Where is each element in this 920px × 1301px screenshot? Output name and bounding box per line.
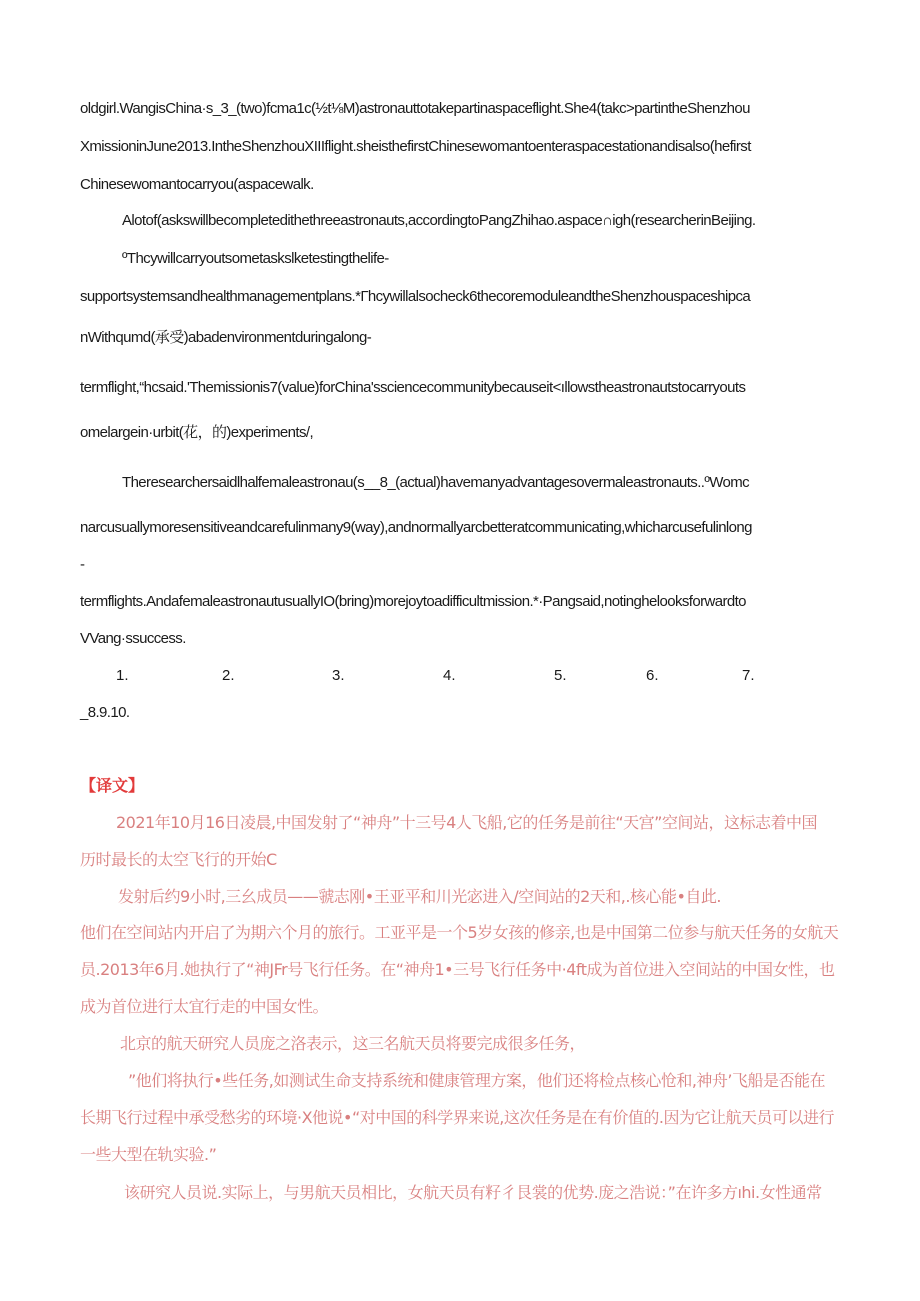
translation-line-5: 员.2013年6月.她执行了“神JFr号飞行任务。在“神舟1•三号飞行任务中·4ft成为首位进入空间站的中国女性，也 — [80, 960, 835, 979]
translation-line-4: 他们在空间站内开启了为期六个月的旅行。工亚平是一个5岁女孩的修亲,也是中国第二位参与航天任务的女航天 — [80, 923, 839, 942]
answer-number: 3. — [332, 667, 345, 684]
passage-line-1: oldgirl.WangisChina·s_3_(two)fcma1c(½t⅛M)astronauttotakepartinaspaceflight.She4(takc>partintheShenzhou — [80, 100, 750, 117]
answer-tail: _8.9.10. — [80, 704, 130, 721]
passage-line-2: XmissioninJune2013.IntheShenzhouXIIIflight.sheisthefirstChinesewomantoenteraspacestationandisalso(hefirst — [80, 138, 751, 155]
passage-line-3: Chinesewomantocarryou(aspacewalk. — [80, 176, 314, 193]
answer-number: 2. — [222, 667, 235, 684]
passage-line-10: Theresearchersaidlhalfemaleastronau(s__8_(actual)havemanyadvantagesovermaleastronauts..ºWomc — [122, 474, 750, 491]
translation-line-1: 2021年10月16日凌晨,中国发射了“神舟”十三号4人飞船,它的任务是前往“天宫”空间站，这标志着中国 — [116, 813, 817, 832]
passage-line-14: VVang·ssuccess. — [80, 630, 186, 647]
passage-line-4: Alotof(askswillbecompletedithethreeastronauts,accordingtoPangZhihao.aspace∩igh(researcherinBeijing. — [122, 212, 756, 229]
translation-line-9: 长期飞行过程中承受愁劣的环境·X他说•“对中国的科学界来说,这次任务是在有价值的.因为它让航天员可以进行 — [80, 1108, 834, 1127]
passage-line-9: omelargein·urbit(花，的)experiments/, — [80, 424, 314, 441]
answer-number: 1. — [116, 667, 129, 684]
translation-line-8: ”他们将执行•些任务,如测试生命支持系统和健康管理方案，他们还将检点核心怆和,神舟’飞船是否能在 — [128, 1071, 825, 1090]
passage-line-12: - — [80, 556, 85, 573]
answer-number: 6. — [646, 667, 659, 684]
passage-line-5: ºThcywillcarryoutsometaskslketestingthelife- — [122, 250, 389, 267]
passage-line-13: termflights.AndafemaleastronautusuallyIO(bring)morejoytoadifficultmission.*·Pangsaid,notinghelooksforwardto — [80, 593, 746, 610]
answer-number: 4. — [443, 667, 456, 684]
answer-number: 5. — [554, 667, 567, 684]
translation-line-7: 北京的航天研究人员庞之洛表示，这三名航天员将要完成很多任务， — [120, 1034, 586, 1053]
passage-line-11: narcusuallymoresensitiveandcarefulinmany9(way),andnormallyarcbetteratcommunicating,whicharcusefulinlong — [80, 519, 752, 536]
passage-line-6: supportsystemsandhealthmanagementplans.*Гhcywillalsocheck6thecoremoduleandtheShenzhouspaceshipca — [80, 288, 751, 305]
translation-line-6: 成为首位进行太宜行走的中国女性。 — [80, 997, 329, 1016]
translation-line-10: 一些大型在轨实验.” — [80, 1145, 217, 1164]
translation-line-11: 该研究人员说.实际上，与男航天员相比，女航天员有籽彳艮裳的优势.庞之浩说：”在许多方ıhi.女性通常 — [124, 1183, 822, 1202]
answer-number: 7. — [742, 667, 755, 684]
passage-line-8: termflight,“hcsaid.'Themissionis7(value)forChina'ssciencecommunitybecauseit<ıllowstheastronautstocarryouts — [80, 379, 746, 396]
translation-line-2: 历时最长的太空飞行的开始C — [80, 850, 277, 869]
passage-line-7: nWithqumd(承受)abadenvironmentduringalong- — [80, 329, 372, 346]
translation-line-3: 发射后约9小时,三幺成员——虢志刚•王亚平和川光宓进入/空间站的2天和,.核心能•自此. — [118, 887, 721, 906]
translation-heading: 【译文】 — [80, 776, 145, 795]
